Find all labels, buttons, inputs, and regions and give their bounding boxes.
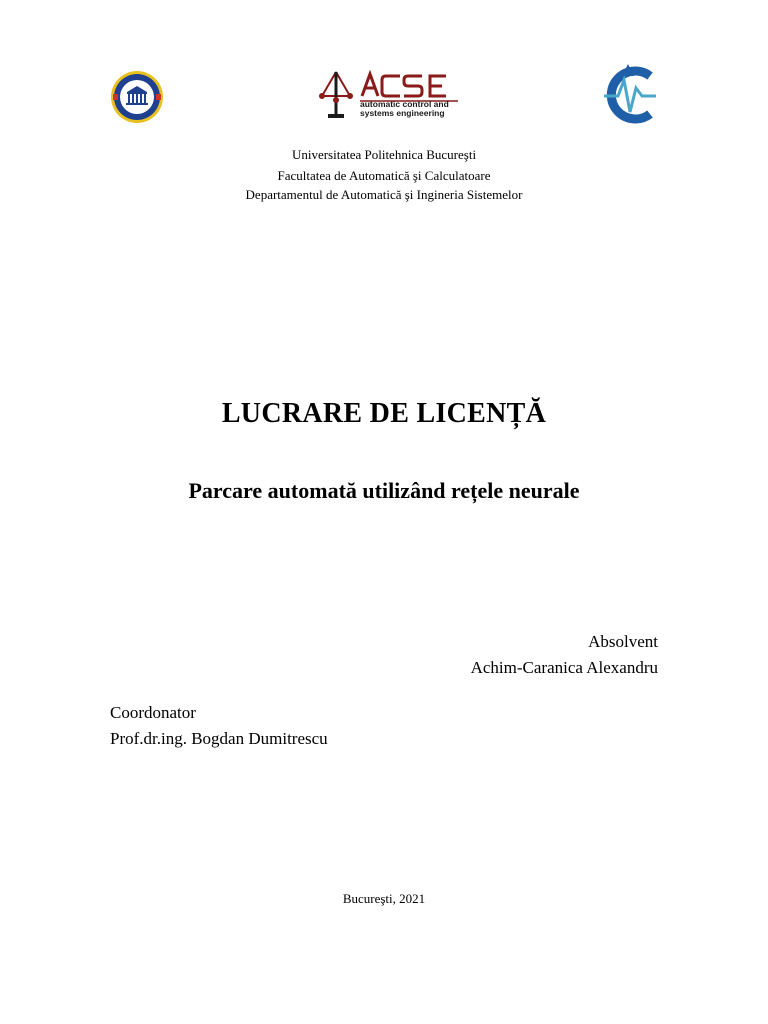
graduate-role-label: Absolvent bbox=[588, 632, 658, 651]
acse-logo-caption: automatic control and systems engineering bbox=[360, 99, 449, 118]
place-and-date: Bucureşti, 2021 bbox=[342, 891, 426, 906]
coordinator-role-label: Coordonator bbox=[110, 703, 196, 722]
department-name: Departamentul de Automatică şi Ingineria Sistemelor bbox=[245, 187, 523, 202]
politehnica-seal-logo bbox=[110, 70, 164, 124]
coordinator-name: Prof.dr.ing. Bogdan Dumitrescu bbox=[110, 729, 328, 748]
document-title: LUCRARE DE LICENȚĂ bbox=[221, 398, 547, 429]
university-name: Universitatea Politehnica Bucureşti bbox=[291, 147, 477, 162]
thesis-subtitle: Parcare automată utilizând rețele neurale bbox=[188, 478, 580, 503]
graduate-name: Achim-Caranica Alexandru bbox=[470, 658, 658, 677]
faculty-name: Facultatea de Automatică şi Calculatoare bbox=[277, 168, 491, 183]
ac-faculty-logo bbox=[598, 62, 660, 128]
